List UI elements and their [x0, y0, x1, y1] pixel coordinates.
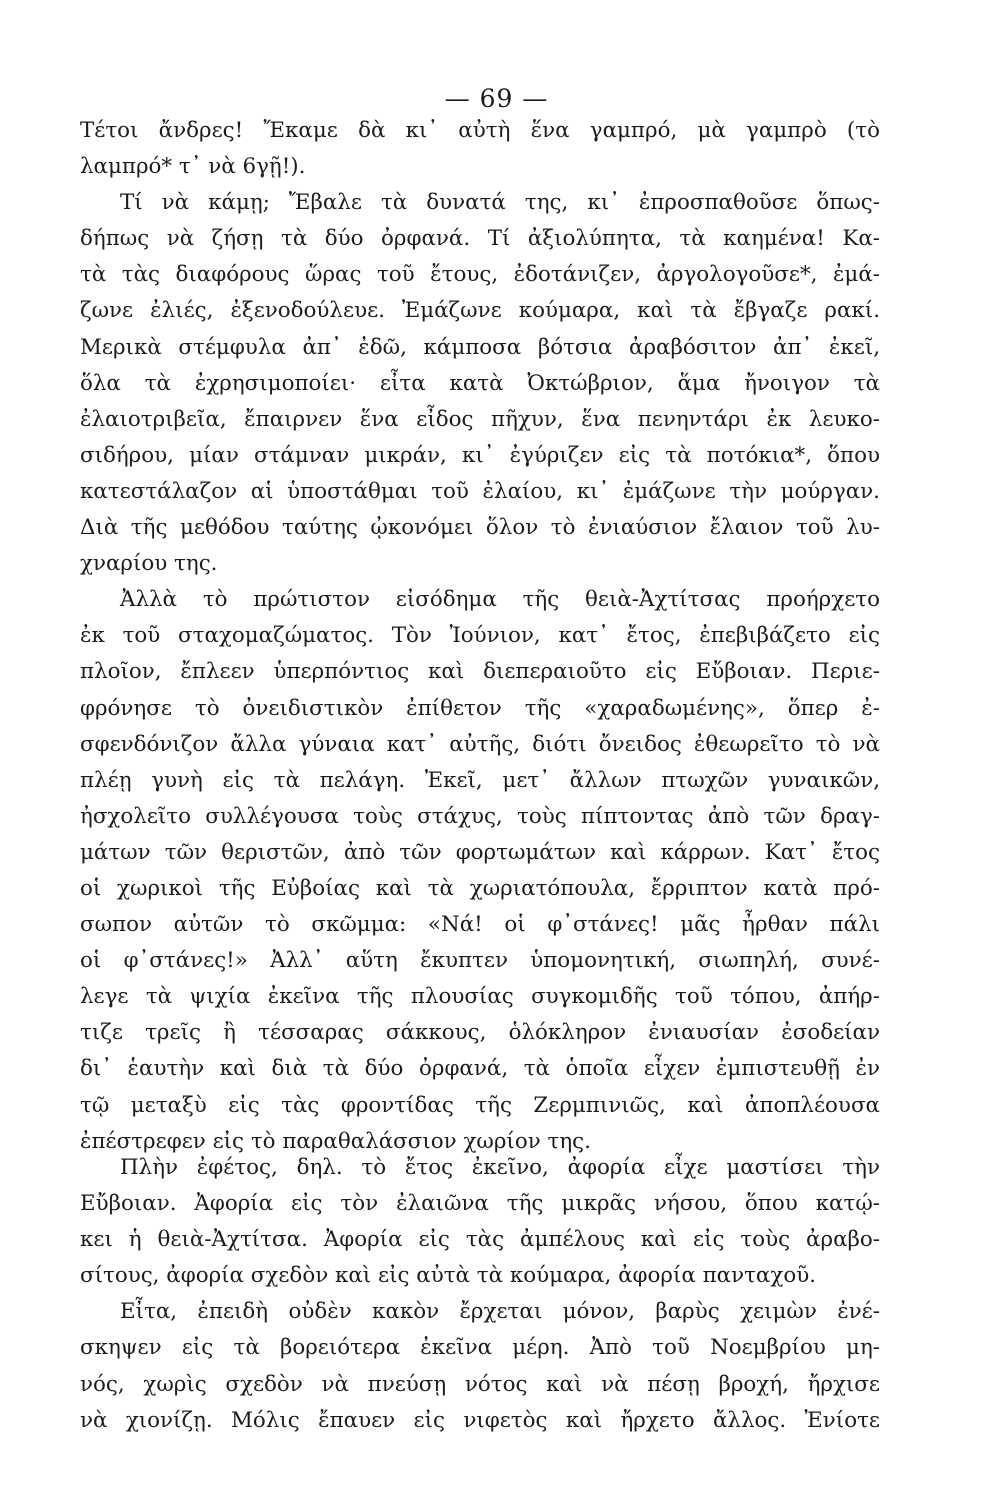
text-line: σωπον αὐτῶν τὸ σκῶμμα: «Νά! οἱ φ᾽στάνες! μᾶς ἦρθαν πάλι: [80, 912, 880, 938]
text-block-top: [80, 113, 880, 1160]
text-line: Τέτοι ἄνδρες! Ἔκαμε δὰ κι᾽ αὐτὴ ἕνα γαμπρό, μὰ γαμπρὸ (τὸ: [80, 118, 880, 143]
text-line: δήπως νὰ ζήσῃ τὰ δύο ὀρφανά. Τί ἀξιολύπητα, τὰ καημένα! Κα-: [80, 226, 880, 252]
text-line: οἱ φ᾽στάνες!» Ἀλλ᾽ αὕτη ἔκυπτεν ὑπομονητική, σιωπηλή, συνέ-: [80, 948, 880, 974]
text-line: ζωνε ἐλιές, ἐξενοδούλευε. Ἐμάζωνε κούμαρα, καὶ τὰ ἔβγαζε ρακί.: [80, 298, 880, 324]
page-number: — 69 —: [444, 84, 549, 113]
text-line: Μερικὰ στέμφυλα ἀπ᾽ ἐδῶ, κάμποσα βότσια ἀραβόσιτον ἀπ᾽ ἐκεῖ,: [80, 334, 880, 360]
text-line: σκηψεν εἰς τὰ βορειότερα ἐκεῖνα μέρη. Ἀπὸ τοῦ Νοεμβρίου μη-: [80, 1335, 880, 1361]
text-line: χναρίου της.: [80, 551, 218, 577]
text-line: νὰ χιονίζῃ. Μόλις ἔπαυεν εἰς νιφετὸς καὶ ἤρχετο ἄλλος. Ἐνίοτε: [80, 1407, 880, 1433]
text-line: οἱ χωρικοὶ τῆς Εὐβοίας καὶ τὰ χωριατόπουλα, ἔρριπτον κατὰ πρό-: [80, 875, 880, 901]
text-line: Τί νὰ κάμῃ; Ἔβαλε τὰ δυνατά της, κι᾽ ἐπροσπαθοῦσε ὅπως-: [120, 190, 880, 216]
text-line: σίτους, ἀφορία σχεδὸν καὶ εἰς αὐτὰ τὰ κούμαρα, ἀφορία πανταχοῦ.: [80, 1263, 817, 1289]
text-line: κατεστάλαζον αἱ ὑποστάθμαι τοῦ ἐλαίου, κι᾽ ἐμάζωνε τὴν μούργαν.: [80, 478, 880, 504]
text-line: Ἀλλὰ τὸ πρώτιστον εἰσόδημα τῆς θειὰ-Ἀχτίτσας προήρχετο: [120, 587, 880, 613]
text-line: τιζε τρεῖς ἢ τέσσαρας σάκκους, ὁλόκληρον ἐνιαυσίαν ἐσοδείαν: [80, 1020, 880, 1046]
text-line: ὅλα τὰ ἐχρησιμοποίει· εἶτα κατὰ Ὀκτώβριον, ἅμα ἤνοιγον τὰ: [80, 370, 880, 396]
text-block-bottom: [80, 1150, 880, 1439]
text-line: Πλὴν ἐφέτος, δηλ. τὸ ἔτος ἐκεῖνο, ἀφορία εἶχε μαστίσει τὴν: [120, 1155, 880, 1180]
text-line: πλοῖον, ἔπλεεν ὑπερπόντιος καὶ διεπεραιοῦτο εἰς Εὔβοιαν. Περιε-: [80, 659, 880, 685]
text-line: νός, χωρὶς σχεδὸν νὰ πνεύσῃ νότος καὶ νὰ πέσῃ βροχή, ἤρχισε: [80, 1371, 880, 1397]
text-line: τὰ τὰς διαφόρους ὥρας τοῦ ἔτους, ἐδοτάνιζεν, ἀργολογοῦσε*, ἐμά-: [80, 262, 880, 288]
text-line: ἐλαιοτριβεῖα, ἔπαιρνεν ἕνα εἶδος πῆχυν, ἕνα πενηντάρι ἐκ λευκο-: [80, 406, 880, 432]
text-line: μάτων τῶν θεριστῶν, ἀπὸ τῶν φορτωμάτων καὶ κάρρων. Κατ᾽ ἔτος: [80, 839, 880, 865]
text-line: Εἶτα, ἐπειδὴ οὐδὲν κακὸν ἔρχεται μόνον, βαρὺς χειμὼν ἐνέ-: [120, 1299, 880, 1325]
text-line: Εὔβοιαν. Ἀφορία εἰς τὸν ἐλαιῶνα τῆς μικρᾶς νήσου, ὅπου κατῴ-: [80, 1191, 880, 1217]
text-line: δι᾽ ἑαυτὴν καὶ διὰ τὰ δύο ὀρφανά, τὰ ὁποῖα εἶχεν ἐμπιστευθῇ ἐν: [80, 1056, 880, 1082]
text-line: ἐκ τοῦ σταχομαζώματος. Τὸν Ἰούνιον, κατ᾽ ἔτος, ἐπεβιβάζετο εἰς: [80, 623, 880, 649]
text-line: τῷ μεταξὺ εἰς τὰς φροντίδας τῆς Ζερμπινιῶς, καὶ ἀποπλέουσα: [80, 1092, 880, 1118]
text-line: κει ἡ θειὰ-Ἀχτίτσα. Ἀφορία εἰς τὰς ἀμπέλους καὶ εἰς τοὺς ἀραβο-: [80, 1227, 880, 1253]
text-line: σφενδόνιζον ἄλλα γύναια κατ᾽ αὐτῆς, διότι ὄνειδος ἐθεωρεῖτο τὸ νὰ: [80, 731, 880, 757]
text-line: λεγε τὰ ψιχία ἐκεῖνα τῆς πλουσίας συγκομιδῆς τοῦ τόπου, ἀπήρ-: [80, 984, 880, 1010]
text-line: φρόνησε τὸ ὀνειδιστικὸν ἐπίθετον τῆς «χαραδωμένης», ὅπερ ἐ-: [80, 695, 880, 721]
text-line: πλέῃ γυνὴ εἰς τὰ πελάγη. Ἐκεῖ, μετ᾽ ἄλλων πτωχῶν γυναικῶν,: [80, 767, 880, 793]
text-line: ἐπέστρεφεν εἰς τὸ παραθαλάσσιον χωρίον της.: [80, 1128, 591, 1154]
text-line: ἠσχολεῖτο συλλέγουσα τοὺς στάχυς, τοὺς πίπτοντας ἀπὸ τῶν δραγ-: [80, 803, 880, 829]
text-line: λαμπρό* τ᾽ νὰ 6γῇ!).: [80, 154, 306, 180]
text-line: Διὰ τῆς μεθόδου ταύτης ᾠκονόμει ὅλον τὸ ἐνιαύσιον ἔλαιον τοῦ λυ-: [80, 515, 880, 541]
text-line: σιδήρου, μίαν στάμναν μικράν, κι᾽ ἐγύριζεν εἰς τὰ ποτόκια*, ὅπου: [80, 442, 880, 468]
